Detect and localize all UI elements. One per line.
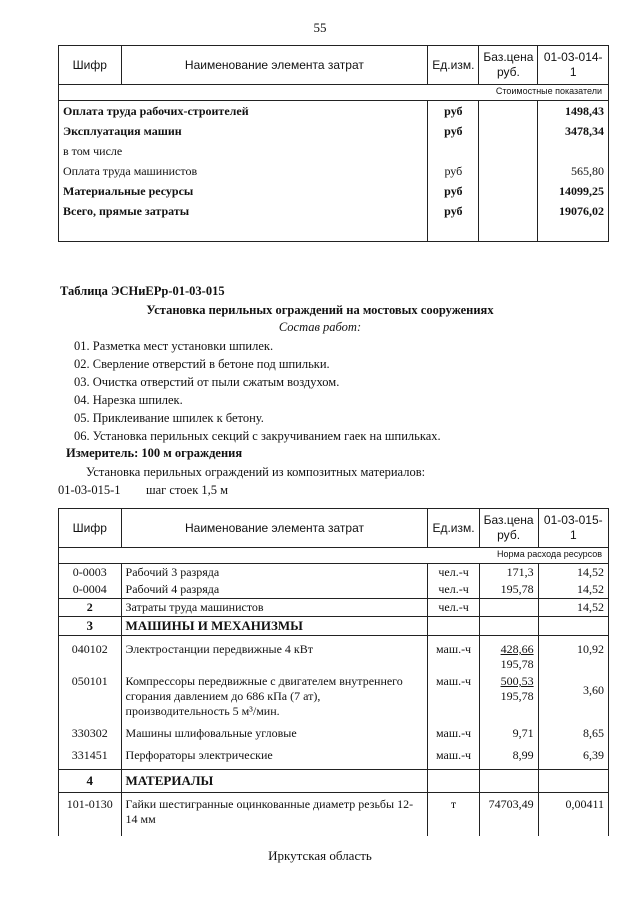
table-row: [59, 599, 609, 617]
row-price-secondary: 195,78: [500, 657, 534, 671]
row-name: Электростанции передвижные 4 кВт: [121, 636, 428, 674]
section-heading: Установка перильных ограждений на мостовых сооружениях: [146, 303, 494, 317]
row-code: 331451: [59, 742, 122, 770]
header-column-code: 01-03-014-1: [538, 46, 609, 85]
variant-text: шаг стоек 1,5 м: [146, 483, 229, 497]
row-code: 0-0003: [59, 564, 122, 582]
work-step: 01. Разметка мест установки шпилек.: [74, 339, 274, 353]
header-base-price: Баз.цена руб.: [479, 509, 538, 548]
row-name: Оплата труда рабочих-строителей: [59, 101, 428, 122]
row-unit: руб: [428, 181, 479, 201]
description: Установка перильных ограждений из композитных материалов:: [86, 465, 426, 479]
row-value: 0,00411: [538, 793, 608, 829]
row-unit: чел.-ч: [428, 564, 479, 582]
table-row: [59, 770, 609, 793]
header-unit: Ед.изм.: [428, 509, 479, 548]
row-value: 19076,02: [538, 201, 609, 221]
row-code: 050101: [59, 673, 122, 720]
row-value: 14,52: [538, 564, 608, 582]
header-base-price: Баз.цена руб.: [479, 46, 538, 85]
row-name: Эксплуатация машин: [59, 121, 428, 141]
row-code: 040102: [59, 636, 122, 674]
work-step: 03. Очистка отверстий от пыли сжатым воздухом.: [74, 375, 340, 389]
row-price: 500,53: [500, 674, 534, 688]
row-name: Затраты труда машинистов: [121, 599, 428, 617]
row-code: 330302: [59, 720, 122, 742]
table-row: [59, 636, 609, 674]
row-unit: руб: [428, 121, 479, 141]
row-unit: чел.-ч: [428, 599, 479, 617]
row-unit: руб: [428, 161, 479, 181]
row-name: Компрессоры передвижные с двигателем внутреннего сгорания давлением до 686 кПа (7 ат), производительность 5 м³/мин.: [121, 673, 428, 720]
header-column-code: 01-03-015-1: [538, 509, 608, 548]
row-name: Рабочий 4 разряда: [121, 581, 428, 599]
composition-label: Состав работ:: [278, 320, 362, 334]
row-price: 9,71: [479, 720, 538, 742]
row-unit: чел.-ч: [428, 581, 479, 599]
row-code: 2: [59, 599, 122, 617]
row-value: 3478,34: [538, 121, 609, 141]
work-step: 02. Сверление отверстий в бетоне под шпильки.: [74, 357, 330, 371]
resource-table-01-03-015-1: [58, 508, 609, 836]
row-value: 14,52: [538, 581, 608, 599]
table-row: [59, 673, 609, 720]
row-code: 3: [59, 617, 122, 636]
row-unit: руб: [428, 201, 479, 221]
row-value: 10,92: [538, 636, 608, 674]
variant-code: 01-03-015-1: [58, 483, 121, 497]
work-step: 05. Приклеивание шпилек к бетону.: [74, 411, 264, 425]
subheader: Стоимостные показатели: [59, 85, 609, 101]
row-value: 1498,43: [538, 101, 609, 122]
table-row: [59, 617, 609, 636]
row-name: Материальные ресурсы: [59, 181, 428, 201]
header-name: Наименование элемента затрат: [121, 509, 428, 548]
header-unit: Ед.изм.: [428, 46, 479, 85]
row-price: 8,99: [479, 742, 538, 770]
row-value: 3,60: [538, 673, 608, 720]
row-unit: маш.-ч: [428, 673, 479, 720]
row-name: Рабочий 3 разряда: [121, 564, 428, 582]
table-row: [59, 581, 609, 599]
row-price: 74703,49: [479, 793, 538, 829]
row-value: 6,39: [538, 742, 608, 770]
page-number: 55: [313, 20, 327, 35]
work-step: 06. Установка перильных секций с закручиванием гаек на шпильках.: [74, 429, 441, 443]
row-name: МАШИНЫ И МЕХАНИЗМЫ: [121, 617, 428, 636]
row-code: 0-0004: [59, 581, 122, 599]
row-unit: руб: [428, 101, 479, 122]
table-row: [59, 564, 609, 582]
row-value: 8,65: [538, 720, 608, 742]
cost-table-01-03-014-1: [58, 45, 609, 242]
row-name: в том числе: [59, 141, 428, 161]
meter-label: Измеритель: 100 м ограждения: [66, 446, 243, 460]
footer-region: Иркутская область: [268, 848, 372, 863]
row-name: Всего, прямые затраты: [59, 201, 428, 221]
row-value: 14099,25: [538, 181, 609, 201]
row-name: МАТЕРИАЛЫ: [121, 770, 428, 793]
table-row: [59, 793, 609, 829]
row-price-secondary: 195,78: [500, 689, 534, 703]
header-code: Шифр: [59, 46, 122, 85]
row-code: 4: [59, 770, 122, 793]
row-value: 14,52: [538, 599, 608, 617]
work-step: 04. Нарезка шпилек.: [74, 393, 183, 407]
header-code: Шифр: [59, 509, 122, 548]
row-unit: маш.-ч: [428, 742, 479, 770]
table-row: [59, 720, 609, 742]
row-code: 101-0130: [59, 793, 122, 829]
row-name: Машины шлифовальные угловые: [121, 720, 428, 742]
row-name: Перфораторы электрические: [121, 742, 428, 770]
subheader: Норма расхода ресурсов: [59, 548, 609, 564]
row-unit: маш.-ч: [428, 720, 479, 742]
row-value: 565,80: [538, 161, 609, 181]
table-title: Таблица ЭСНиЕРр-01-03-015: [60, 284, 225, 298]
row-price: 195,78: [479, 581, 538, 599]
row-price: 171,3: [479, 564, 538, 582]
row-name: Гайки шестигранные оцинкованные диаметр резьбы 12-14 мм: [121, 793, 428, 829]
header-name: Наименование элемента затрат: [121, 46, 428, 85]
row-unit: т: [428, 793, 479, 829]
row-name: Оплата труда машинистов: [59, 161, 428, 181]
row-price: 428,66: [500, 642, 534, 656]
table-row: [59, 742, 609, 770]
row-unit: маш.-ч: [428, 636, 479, 674]
